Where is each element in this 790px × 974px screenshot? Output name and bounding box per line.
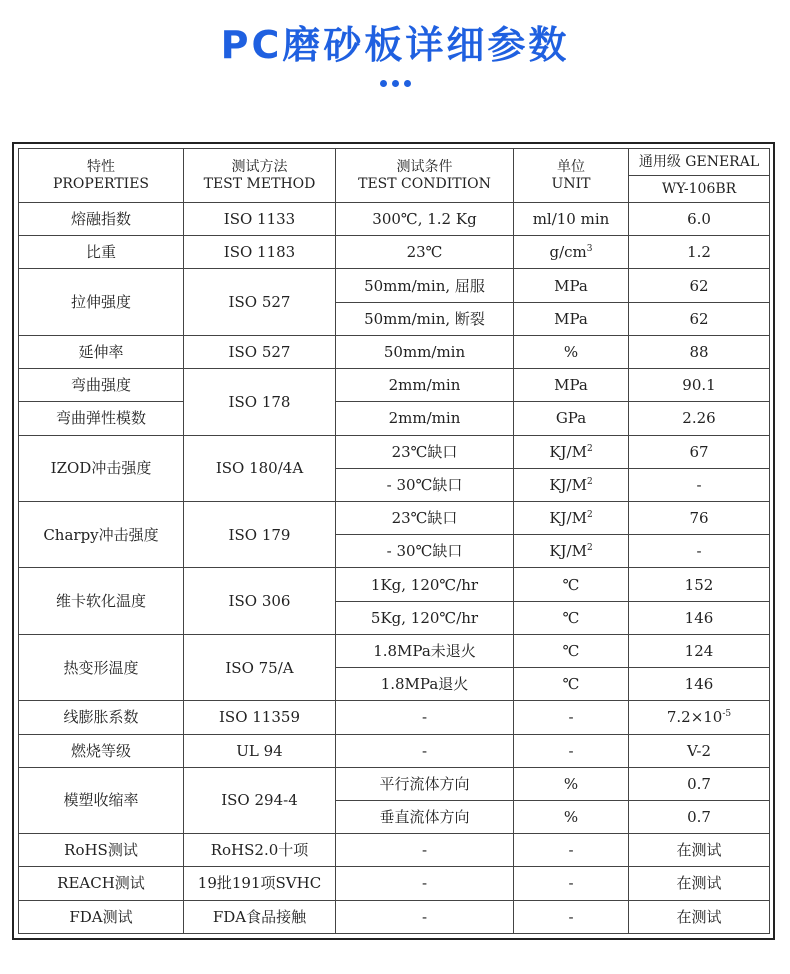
test-method: ISO 527 (184, 335, 336, 368)
header-properties-cn: 特性 (87, 158, 115, 175)
property-name: 熔融指数 (19, 203, 184, 236)
unit: % (514, 767, 629, 800)
test-condition: 23℃ (336, 236, 514, 269)
table-row (19, 335, 770, 368)
unit: - (514, 900, 629, 933)
unit-superscript: 2 (586, 476, 593, 487)
test-condition: 1.8MPa未退火 (336, 634, 514, 667)
unit-superscript: 2 (586, 510, 593, 521)
test-method: RoHS2.0十项 (184, 834, 336, 867)
table-header-row (19, 149, 770, 176)
property-name: Charpy冲击强度 (19, 501, 184, 567)
title-decoration-dots (0, 80, 790, 87)
test-method: ISO 294-4 (184, 767, 336, 833)
unit-text: KJ/M (549, 542, 587, 561)
test-method: ISO 179 (184, 501, 336, 567)
value: - (629, 468, 770, 501)
table-row (19, 634, 770, 667)
test-method: UL 94 (184, 734, 336, 767)
unit: - (514, 701, 629, 734)
test-condition: 300℃, 1.2 Kg (336, 203, 514, 236)
unit (514, 501, 629, 534)
header-unit-cn: 单位 (557, 158, 585, 175)
header-unit (514, 149, 629, 203)
test-condition: 1.8MPa退火 (336, 668, 514, 701)
dot-icon (380, 80, 387, 87)
property-name: IZOD冲击强度 (19, 435, 184, 501)
unit: % (514, 800, 629, 833)
unit: - (514, 867, 629, 900)
dot-icon (392, 80, 399, 87)
property-name: 线膨胀系数 (19, 701, 184, 734)
unit-superscript: 2 (586, 543, 593, 554)
unit: ℃ (514, 634, 629, 667)
spec-table-frame (12, 142, 775, 940)
unit (514, 468, 629, 501)
unit: ml/10 min (514, 203, 629, 236)
test-method: ISO 180/4A (184, 435, 336, 501)
table-row (19, 900, 770, 933)
test-method: ISO 75/A (184, 634, 336, 700)
unit: ℃ (514, 568, 629, 601)
table-row (19, 568, 770, 601)
header-properties (19, 149, 184, 203)
table-row (19, 834, 770, 867)
value (629, 701, 770, 734)
test-condition: 垂直流体方向 (336, 800, 514, 833)
unit-superscript: 2 (586, 443, 593, 454)
spec-table (18, 148, 770, 934)
table-row (19, 369, 770, 402)
unit-text: KJ/M (549, 509, 587, 528)
unit: MPa (514, 302, 629, 335)
value: 0.7 (629, 800, 770, 833)
page-title: PC磨砂板详细参数 (220, 23, 570, 67)
unit-text: g/cm (549, 243, 587, 262)
test-condition: 2mm/min (336, 369, 514, 402)
header-properties-en: PROPERTIES (52, 175, 150, 192)
value: 在测试 (629, 867, 770, 900)
value: 67 (629, 435, 770, 468)
value: 6.0 (629, 203, 770, 236)
test-condition: - (336, 867, 514, 900)
unit: MPa (514, 369, 629, 402)
unit: - (514, 734, 629, 767)
table-row (19, 501, 770, 534)
unit: ℃ (514, 601, 629, 634)
test-method: ISO 527 (184, 269, 336, 335)
unit (514, 435, 629, 468)
value: 2.26 (629, 402, 770, 435)
table-row (19, 402, 770, 435)
value-superscript: -5 (722, 709, 732, 720)
test-method: ISO 306 (184, 568, 336, 634)
header-grade: 通用级 GENERAL (629, 149, 770, 176)
property-name: 燃烧等级 (19, 734, 184, 767)
dot-icon (404, 80, 411, 87)
table-row (19, 236, 770, 269)
value: 1.2 (629, 236, 770, 269)
test-condition: 23℃缺口 (336, 435, 514, 468)
test-method: ISO 178 (184, 369, 336, 435)
value: 88 (629, 335, 770, 368)
test-condition: 23℃缺口 (336, 501, 514, 534)
value: 62 (629, 302, 770, 335)
unit: - (514, 834, 629, 867)
property-name: 模塑收缩率 (19, 767, 184, 833)
unit: ℃ (514, 668, 629, 701)
unit (514, 535, 629, 568)
test-condition: 1Kg, 120℃/hr (336, 568, 514, 601)
value: 90.1 (629, 369, 770, 402)
table-row (19, 269, 770, 302)
header-method-en: TEST METHOD (203, 175, 316, 192)
header-method (184, 149, 336, 203)
test-condition: 50mm/min, 断裂 (336, 302, 514, 335)
table-row (19, 734, 770, 767)
property-name: 延伸率 (19, 335, 184, 368)
test-method: 19批191项SVHC (184, 867, 336, 900)
test-condition: 50mm/min (336, 335, 514, 368)
test-condition: - (336, 834, 514, 867)
test-condition: - (336, 734, 514, 767)
property-name: REACH测试 (19, 867, 184, 900)
value: 62 (629, 269, 770, 302)
unit: % (514, 335, 629, 368)
value: 146 (629, 601, 770, 634)
test-condition: 平行流体方向 (336, 767, 514, 800)
value: 152 (629, 568, 770, 601)
test-condition: 5Kg, 120℃/hr (336, 601, 514, 634)
header-method-cn: 测试方法 (231, 158, 288, 175)
table-row (19, 203, 770, 236)
test-condition: - 30℃缺口 (336, 535, 514, 568)
property-name: 维卡软化温度 (19, 568, 184, 634)
value: V-2 (629, 734, 770, 767)
value: 在测试 (629, 834, 770, 867)
unit: GPa (514, 402, 629, 435)
table-row (19, 767, 770, 800)
value: 146 (629, 668, 770, 701)
value: 76 (629, 501, 770, 534)
table-row (19, 701, 770, 734)
test-condition: - (336, 701, 514, 734)
test-method: ISO 1133 (184, 203, 336, 236)
header-unit-en: UNIT (551, 175, 591, 192)
header-condition-en: TEST CONDITION (358, 175, 491, 192)
test-condition: - 30℃缺口 (336, 468, 514, 501)
property-name: 热变形温度 (19, 634, 184, 700)
table-row (19, 435, 770, 468)
unit-text: KJ/M (549, 442, 587, 461)
value-text: 7.2×10 (666, 708, 723, 727)
header-model: WY-106BR (629, 176, 770, 203)
property-name: 比重 (19, 236, 184, 269)
test-method: FDA食品接触 (184, 900, 336, 933)
test-condition: 50mm/min, 屈服 (336, 269, 514, 302)
property-name: 弯曲弹性模数 (19, 402, 184, 435)
value: 124 (629, 634, 770, 667)
header-condition (336, 149, 514, 203)
table-row (19, 867, 770, 900)
property-name: 弯曲强度 (19, 369, 184, 402)
test-condition: 2mm/min (336, 402, 514, 435)
unit: MPa (514, 269, 629, 302)
value: 在测试 (629, 900, 770, 933)
value: 0.7 (629, 767, 770, 800)
unit-text: KJ/M (549, 475, 587, 494)
test-method: ISO 1183 (184, 236, 336, 269)
property-name: 拉伸强度 (19, 269, 184, 335)
property-name: FDA测试 (19, 900, 184, 933)
test-method: ISO 11359 (184, 701, 336, 734)
property-name: RoHS测试 (19, 834, 184, 867)
value: - (629, 535, 770, 568)
header-condition-cn: 测试条件 (396, 158, 453, 175)
unit-superscript: 3 (586, 244, 593, 255)
unit (514, 236, 629, 269)
test-condition: - (336, 900, 514, 933)
